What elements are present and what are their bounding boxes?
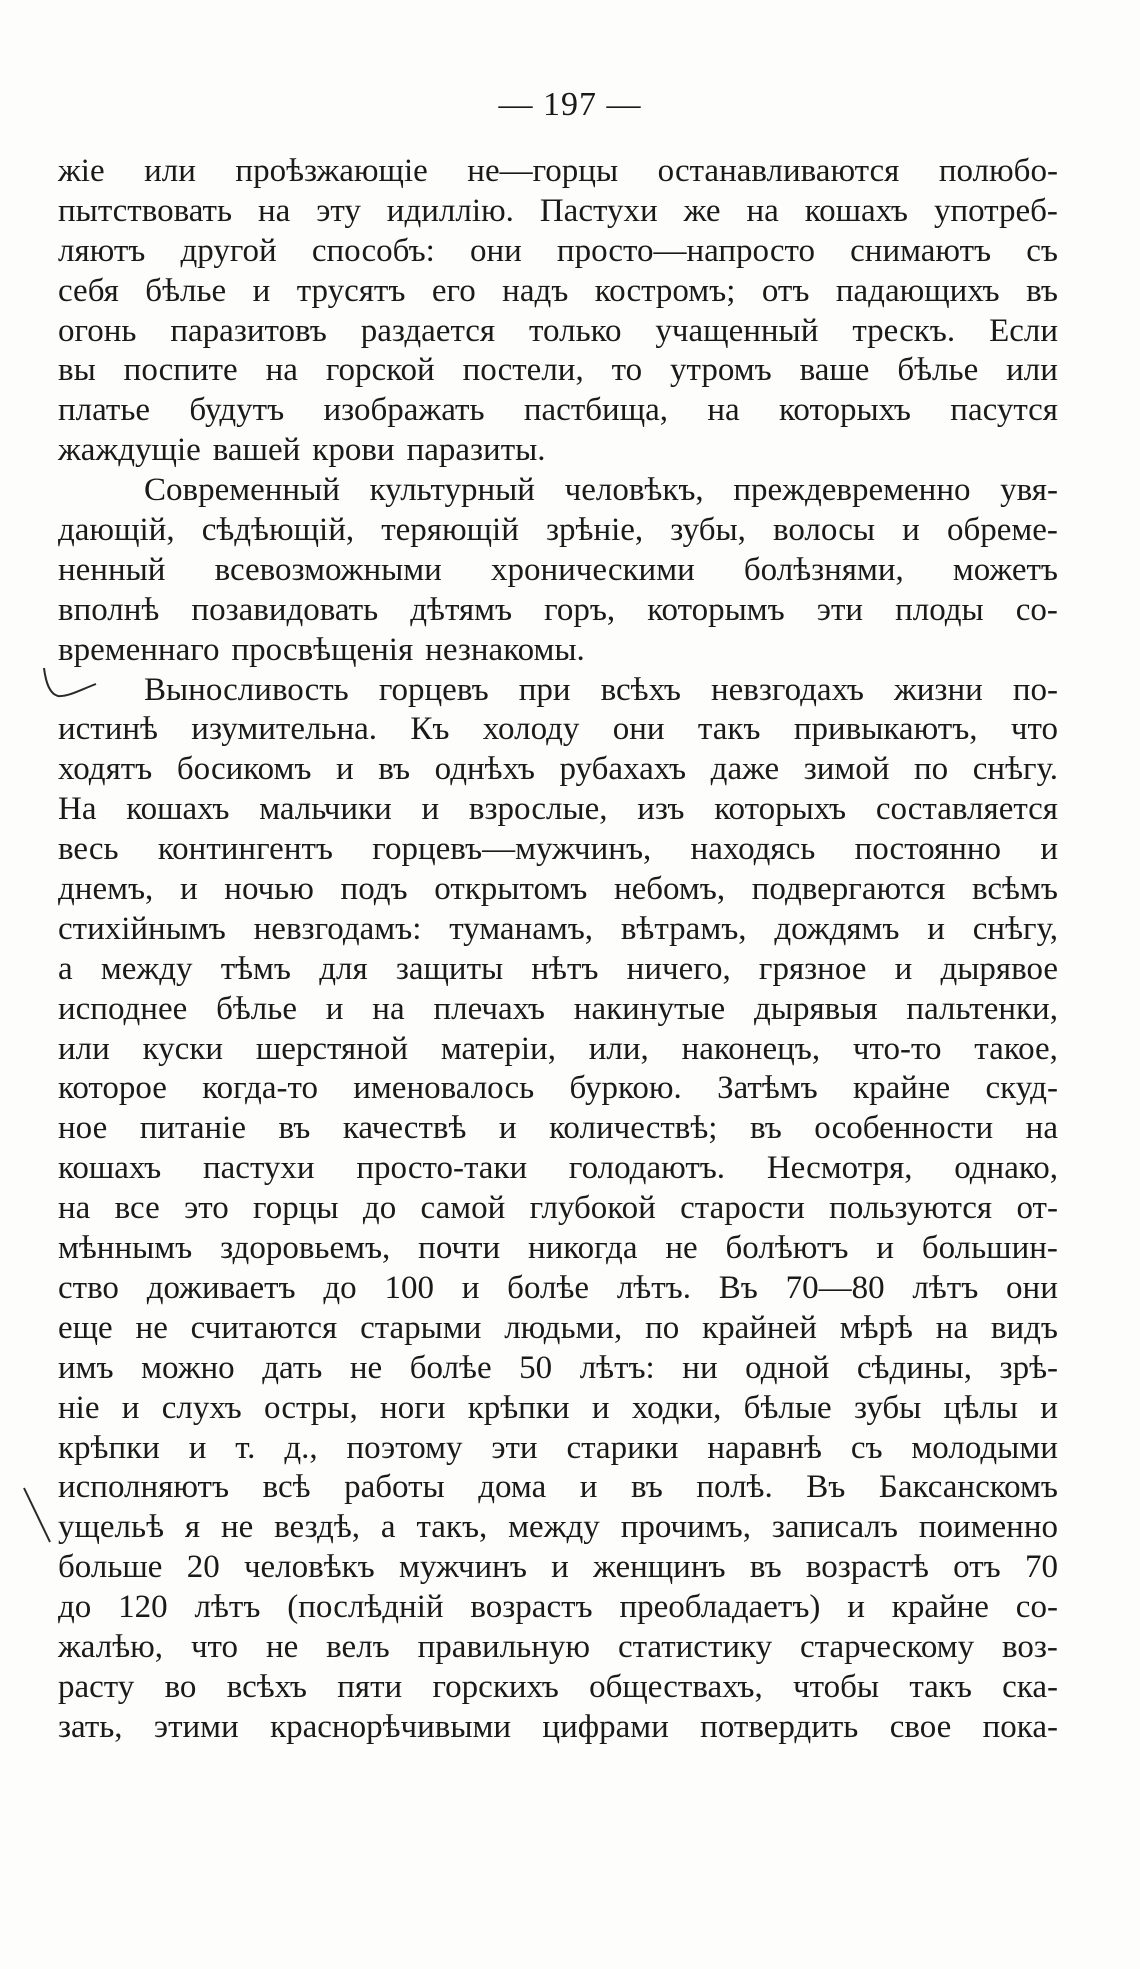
text-line: имъ можно дать не болѣе 50 лѣтъ: ни одной сѣдины, зрѣ- bbox=[58, 1349, 1058, 1386]
text-line: больше 20 человѣкъ мужчинъ и женщинъ въ возрастѣ отъ 70 bbox=[58, 1549, 1058, 1586]
text-line: стихійнымъ невзгодамъ: туманамъ, вѣтрамъ, дождямъ и снѣгу, bbox=[58, 910, 1058, 947]
text-line: истинѣ изумительна. Къ холоду они такъ привыкаютъ, что bbox=[58, 711, 1058, 748]
text-line: себя бѣлье и трусятъ его надъ костромъ; отъ падающихъ въ bbox=[58, 272, 1058, 309]
text-line: Выносливость горцевъ при всѣхъ невзгодахъ жизни по- bbox=[144, 671, 1058, 708]
text-line: временнаго просвѣщенія незнакомы. bbox=[58, 631, 585, 668]
paragraph bbox=[58, 671, 1058, 1748]
paragraph bbox=[58, 471, 1058, 670]
body-text bbox=[58, 152, 1058, 1748]
text-line: ущельѣ я не вездѣ, а такъ, между прочимъ, записалъ поименно bbox=[58, 1509, 1058, 1546]
text-line: ходятъ босикомъ и въ однѣхъ рубахахъ даже зимой по снѣгу. bbox=[58, 751, 1058, 788]
page-number: — 197 — bbox=[498, 86, 642, 123]
text-line: которое когда-то именовалось буркою. Затѣмъ крайне скуд- bbox=[58, 1070, 1058, 1107]
text-line: Современный культурный человѣкъ, преждевременно увя- bbox=[144, 472, 1058, 509]
text-line: ное питаніе въ качествѣ и количествѣ; въ особенности на bbox=[58, 1110, 1058, 1147]
text-line: жаждущіе вашей крови паразиты. bbox=[58, 432, 546, 469]
text-line: ніе и слухъ остры, ноги крѣпки и ходки, бѣлые зубы цѣлы и bbox=[58, 1389, 1058, 1426]
text-line: еще не считаются старыми людьми, по крайней мѣрѣ на видъ bbox=[58, 1309, 1058, 1346]
text-line: расту во всѣхъ пяти горскихъ обществахъ, чтобы такъ ска- bbox=[58, 1668, 1058, 1705]
text-line: или куски шерстяной матеріи, или, наконецъ, что-то такое, bbox=[58, 1030, 1058, 1067]
text-line: ство доживаетъ до 100 и болѣе лѣтъ. Въ 70—80 лѣтъ они bbox=[58, 1269, 1058, 1306]
text-line: жіе или проѣзжающіе не—горцы останавливаются полюбо- bbox=[58, 153, 1058, 189]
text-line: платье будутъ изображать пастбища, на которыхъ пасутся bbox=[58, 392, 1058, 429]
text-line: крѣпки и т. д., поэтому эти старики наравнѣ съ молодыми bbox=[58, 1429, 1058, 1466]
text-line: а между тѣмъ для защиты нѣтъ ничего, грязное и дырявое bbox=[58, 950, 1058, 987]
text-line: ляютъ другой способъ: они просто—напросто снимаютъ съ bbox=[58, 232, 1058, 269]
text-line: до 120 лѣтъ (послѣдній возрастъ преобладаетъ) и крайне со- bbox=[58, 1589, 1058, 1626]
text-line: вы поспите на горской постели, то утромъ ваше бѣлье или bbox=[58, 352, 1058, 389]
text-line: мѣннымъ здоровьемъ, почти никогда не болѣютъ и большин- bbox=[58, 1230, 1058, 1267]
text-line: на все это горцы до самой глубокой старости пользуются от- bbox=[58, 1190, 1058, 1227]
text-line: исподнее бѣлье и на плечахъ накинутые дырявыя пальтенки, bbox=[58, 990, 1058, 1027]
text-line: жалѣю, что не велъ правильную статистику старческому воз- bbox=[58, 1628, 1058, 1665]
pencil-margin-mark bbox=[20, 1486, 56, 1546]
text-line: зать, этими краснорѣчивыми цифрами потвердить свое пока- bbox=[58, 1708, 1058, 1745]
text-line: кошахъ пастухи просто-таки голодаютъ. Несмотря, однако, bbox=[58, 1150, 1058, 1187]
paragraph bbox=[58, 152, 1058, 471]
text-line: вполнѣ позавидовать дѣтямъ горъ, которымъ эти плоды со- bbox=[58, 591, 1058, 628]
text-line: На кошахъ мальчики и взрослые, изъ которыхъ составляется bbox=[58, 791, 1058, 828]
text-line: ненный всевозможными хроническими болѣзнями, можетъ bbox=[58, 551, 1058, 588]
text-line: днемъ, и ночью подъ открытомъ небомъ, подвергаются всѣмъ bbox=[58, 871, 1058, 908]
pencil-margin-mark bbox=[40, 666, 100, 700]
text-line: дающій, сѣдѣющій, теряющій зрѣніе, зубы, волосы и обреме- bbox=[58, 512, 1058, 549]
text-line: огонь паразитовъ раздается только учащенный трескъ. Если bbox=[58, 312, 1058, 349]
text-line: исполняютъ всѣ работы дома и въ полѣ. Въ Баксанскомъ bbox=[58, 1469, 1058, 1506]
text-line: пытствовать на эту идиллію. Пастухи же на кошахъ употреб- bbox=[58, 192, 1058, 229]
text-line: весь контингентъ горцевъ—мужчинъ, находясь постоянно и bbox=[58, 831, 1058, 868]
